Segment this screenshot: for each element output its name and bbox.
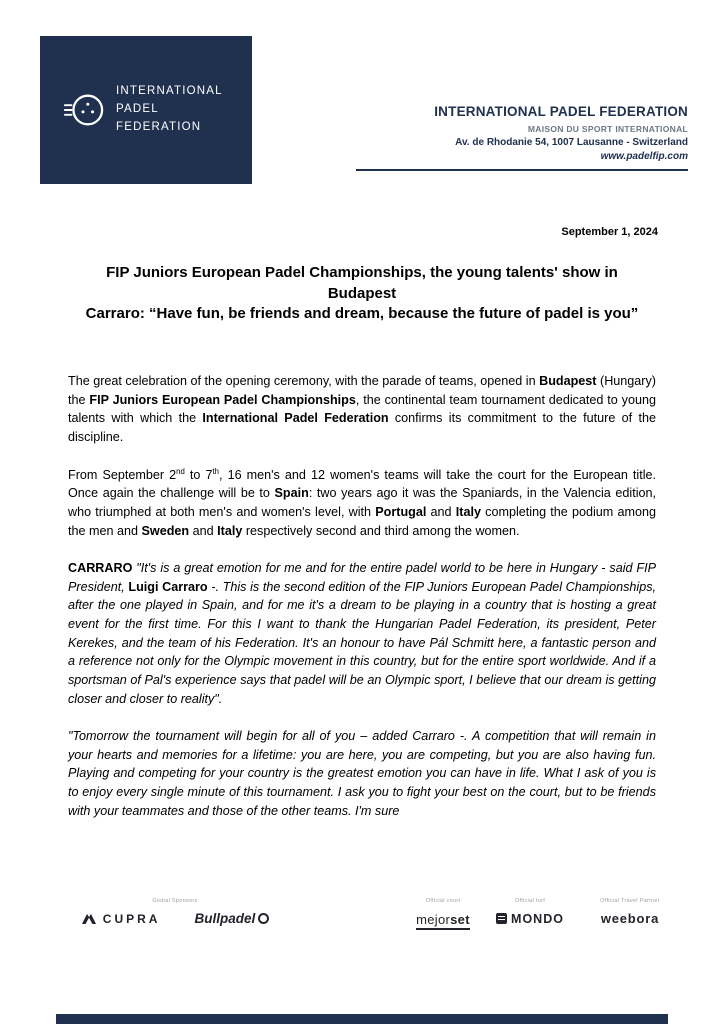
paragraph-opening-ceremony: The great celebration of the opening ceremony, with the parade of teams, opened in Budapest (Hungary) the FIP Juniors European Padel Championships, the continental team tournament dedicated to young talents with which the International Padel Federation confirms its commitment to the future of the discipline.: [68, 374, 656, 444]
logo-line-1: INTERNATIONAL: [116, 85, 223, 98]
website-link[interactable]: www.padelfip.com: [600, 151, 688, 162]
sponsor-label-court: Official court: [425, 898, 461, 904]
weebora-wordmark: weebora: [600, 911, 660, 926]
sponsor-label-global: Global Sponsors: [152, 898, 198, 904]
cupra-logo-mark: [81, 913, 97, 925]
mejorset-wordmark-regular: mejor: [416, 912, 451, 927]
mejorset-logo: [416, 912, 470, 930]
logo-line-3: FEDERATION: [116, 120, 202, 133]
sponsor-label-turf: Official turf: [514, 898, 546, 904]
mondo-logo-mark: [496, 913, 507, 924]
padel-racket-icon: [62, 79, 104, 141]
cupra-wordmark: CUPRA: [102, 911, 161, 926]
cupra-logo: [81, 912, 161, 926]
website-link-row: [356, 151, 688, 162]
org-name: INTERNATIONAL PADEL FEDERATION: [434, 104, 688, 119]
paragraph-schedule-teams: From September 2nd to 7th, 16 men's and 12 women's teams will take the court for the European title. Once again the challenge will be to Spain: two years ago it was the Spaniards, in the Valencia edition, who triumphed at both men's and women's level, with Portugal and Italy completing the podium among the men and Sweden and Italy respectively second and third among the women.: [68, 466, 657, 538]
sponsor-group-global: [70, 898, 280, 926]
address-line-2: Av. de Rhodanie 54, 1007 Lausanne - Switzerland: [455, 137, 688, 148]
title-line-2: Carraro: “Have fun, be friends and dream, because the future of padel is you”: [85, 305, 639, 323]
sponsor-group-court: [398, 898, 488, 930]
paragraph-carraro-quote-1: CARRARO "It's is a great emotion for me and for the entire padel world to be here in Hungary - said FIP President, Luigi Carraro -. This is the second edition of the FIP Juniors European Padel Championships, after the one played in Spain, and for me it's a dream to be playing in a country that is hosting a great event for the first time. For this I want to thank the Hungarian Padel Federation, its president, Peter Kerekes, and the team of his Federation. It's an honour to have Pál Schmitt here, a fantastic person and a reference not only for the Olympic movement in this country, but for the entire sport worldwide. And if a sportsman of Pal's experience says that padel will be an Olympic sport, I believe that our dream is getting closer and closer to reality".: [68, 561, 656, 706]
bullpadel-logo: [194, 911, 269, 926]
document-body: [68, 372, 656, 839]
paragraph-carraro-quote-2: "Tomorrow the tournament will begin for all of you – added Carraro -. A competition that will remain in your hearts and memories for a lifetime: you are here, you are competing, but you are also having fun. Playing and competing for your country is the greatest emotion you can have in life. What I ask of you is to enjoy every single minute of this tournament. I ask you to fight your best on the court, but to be friends with your teammates and those of the other teams. I'm sure: [68, 729, 656, 818]
weebora-logo: [582, 911, 678, 926]
sponsor-label-travel: Official Travel Partner: [600, 898, 660, 904]
bullpadel-logo-mark: [258, 913, 269, 924]
mondo-wordmark: MONDO: [511, 911, 564, 926]
footer-accent-bar: [56, 1014, 668, 1024]
letterhead-address-block: [356, 104, 688, 171]
mondo-logo: [496, 912, 564, 926]
bullpadel-wordmark: Bullpadel: [194, 911, 256, 926]
document-title: [80, 263, 644, 325]
sponsor-group-travel: [582, 898, 678, 926]
fip-logo-box: [40, 36, 252, 184]
sponsor-group-turf: [488, 898, 572, 929]
address-line-1: MAISON DU SPORT INTERNATIONAL: [527, 124, 688, 134]
title-line-1: FIP Juniors European Padel Championships, the young talents' show in Budapest: [106, 264, 618, 302]
mejorset-wordmark-bold: set: [450, 912, 470, 927]
logo-line-2: PADEL: [116, 103, 159, 116]
fip-logo-wordmark: [116, 83, 223, 136]
document-date: September 1, 2024: [561, 226, 658, 238]
